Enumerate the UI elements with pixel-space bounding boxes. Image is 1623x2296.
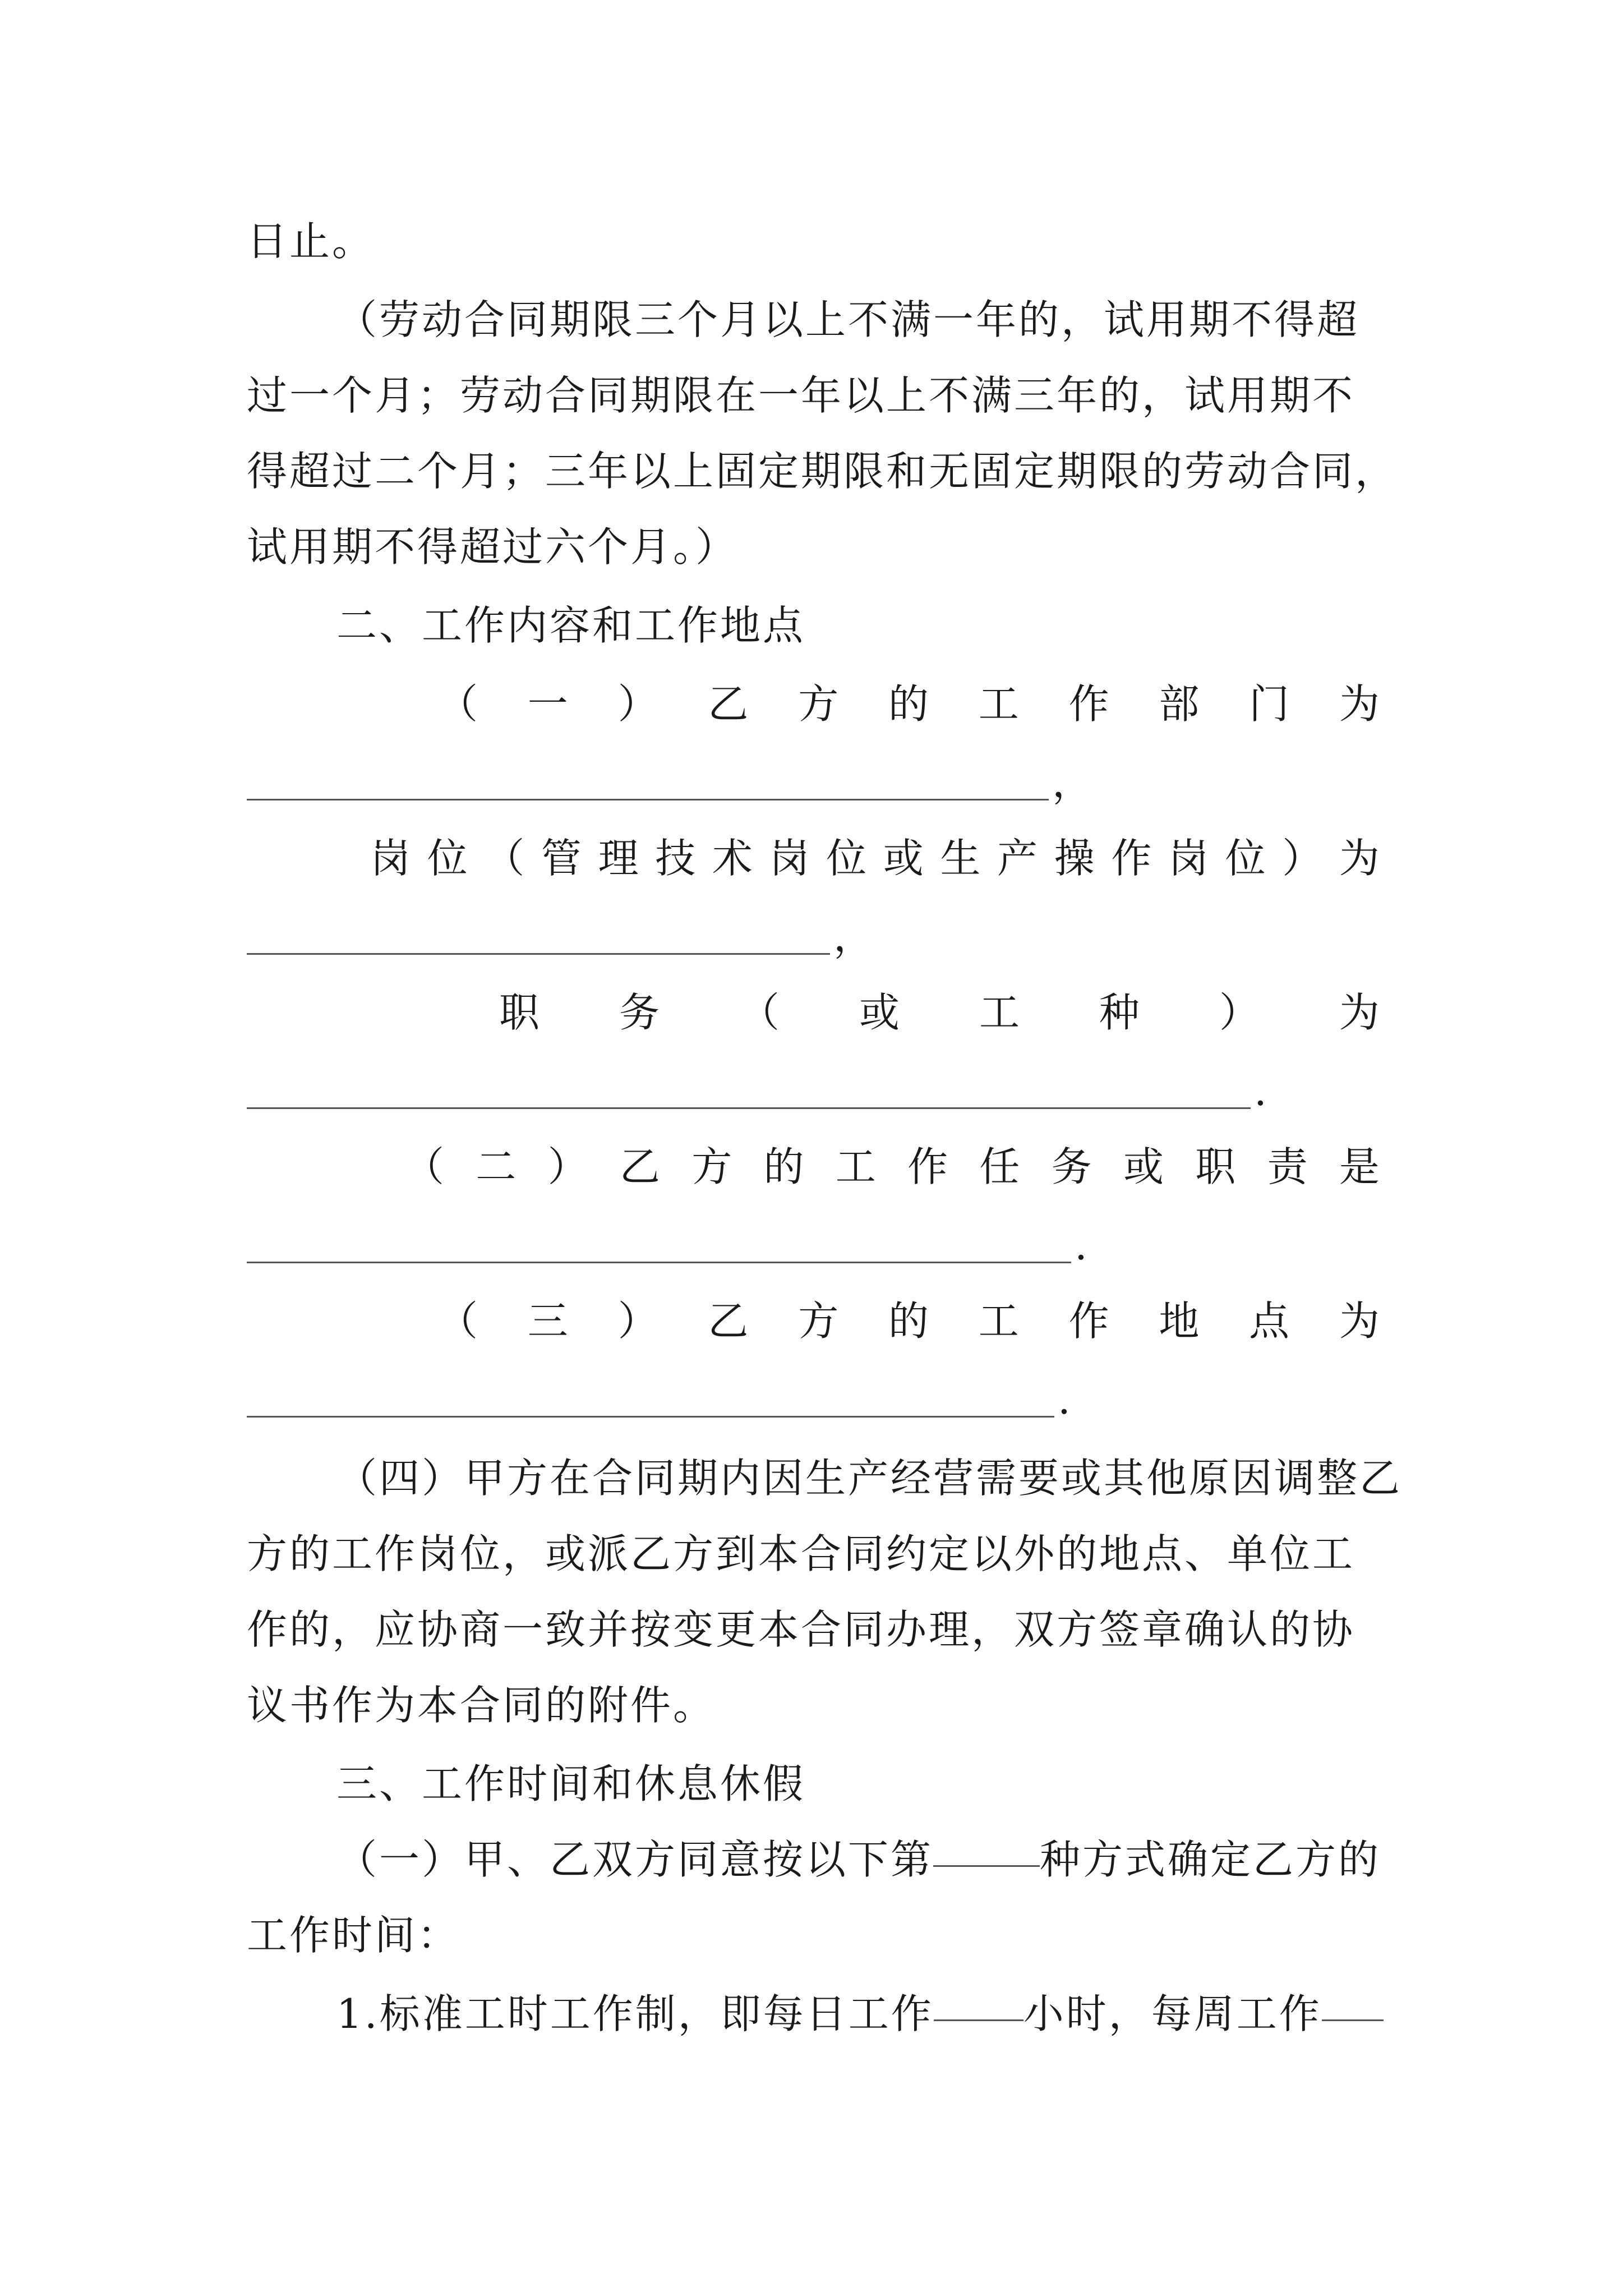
text-line-adjustment-4: 议书作为本合同的附件。	[247, 1682, 716, 1729]
text-line-probation-4: 试用期不得超过六个月。）	[247, 523, 739, 570]
blank-department[interactable]: ，	[247, 743, 1092, 822]
field-label-location: （ 三 ） 乙 方 的 工 作 地 点 为	[437, 1297, 1380, 1345]
blank-job-title[interactable]: .	[247, 1052, 1267, 1130]
underline-duties	[247, 1262, 1071, 1263]
text-line-probation-2: 过一个月；劳动合同期限在一年以上不满三年的，试用期不	[247, 372, 1355, 419]
text-line-adjustment-1: （四）甲方在合同期内因生产经营需要或其他原因调整乙	[336, 1455, 1403, 1502]
underline-job-title	[247, 1107, 1251, 1109]
text-line-end-date: 日止。	[247, 218, 375, 265]
blank-hours-method[interactable]	[933, 1865, 1040, 1867]
blank-daily-hours[interactable]	[934, 2019, 1023, 2021]
section-heading-work-hours: 三、工作时间和休息休假	[336, 1760, 806, 1807]
blank-position[interactable]: ，	[247, 898, 874, 976]
underline-location	[247, 1416, 1054, 1418]
blank-location[interactable]: .	[247, 1360, 1071, 1439]
blank-duties[interactable]: .	[247, 1206, 1087, 1285]
text-line-adjustment-3: 作的，应协商一致并按变更本合同办理，双方签章确认的协	[247, 1606, 1355, 1653]
underline-department	[247, 799, 1049, 800]
section-heading-work-content: 二、工作内容和工作地点	[336, 602, 806, 649]
text-line-adjustment-2: 方的工作岗位，或派乙方到本合同约定以外的地点、单位工	[247, 1530, 1355, 1577]
text-line-hours-clause: （一）甲、乙双方同意按以下第 种方式确定乙方的	[336, 1836, 1381, 1883]
field-label-job-title: 职 务 （ 或 工 种 ） 为	[499, 989, 1380, 1036]
underline-position	[247, 953, 830, 955]
blank-weekly-hours[interactable]	[1322, 2019, 1384, 2021]
field-label-position: 岗 位 （ 管 理 技 术 岗 位 或 生 产 操 作 岗 位 ） 为	[370, 835, 1380, 882]
text-line-probation-3: 得超过二个月；三年以上固定期限和无固定期限的劳动合同，	[247, 448, 1398, 495]
text-line-hours-clause-2: 工作时间：	[247, 1912, 460, 1959]
text-line-standard-hours: 1.标准工时工作制，即每日工作 小时，每周工作	[336, 1975, 1380, 2053]
field-label-duties: （ 二 ） 乙 方 的 工 作 任 务 或 职 责 是	[404, 1143, 1380, 1190]
text-line-probation-1: （劳动合同期限三个月以上不满一年的，试用期不得超	[336, 296, 1360, 343]
field-label-department: （ 一 ） 乙 方 的 工 作 部 门 为	[437, 680, 1380, 728]
